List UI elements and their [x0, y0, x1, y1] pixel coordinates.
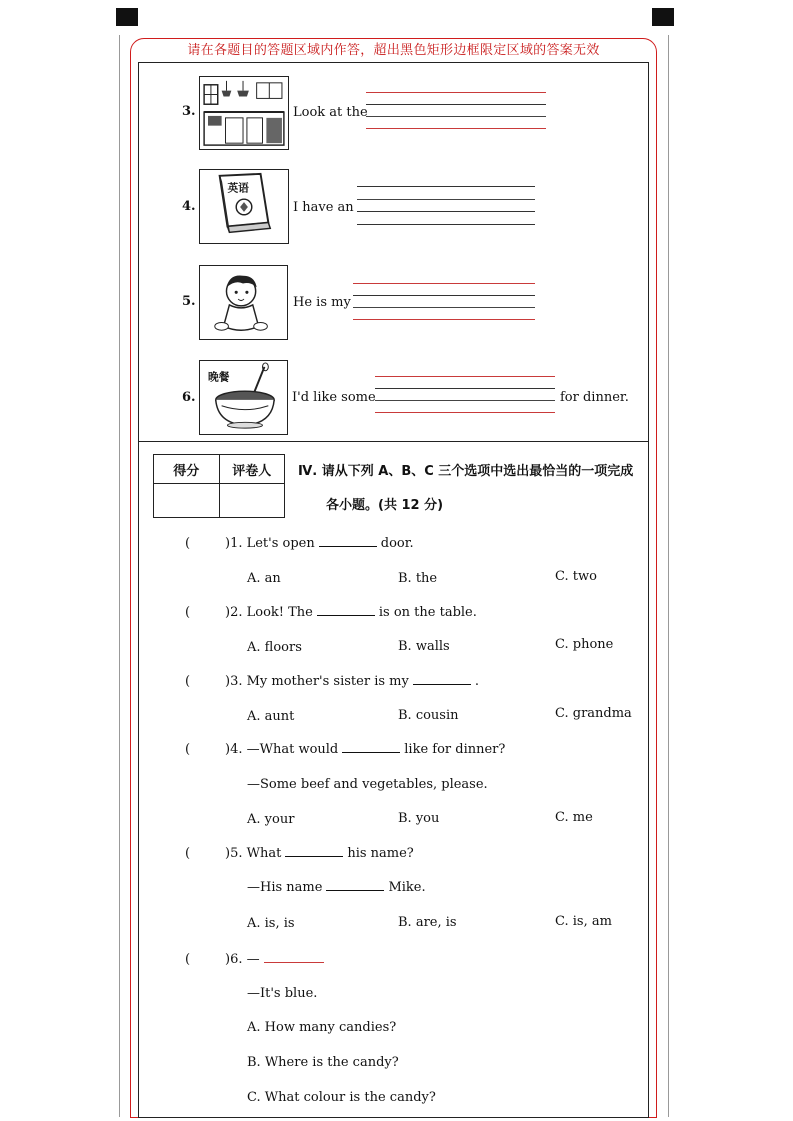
- question-stem: )6. —: [225, 952, 328, 967]
- dinner-label: 晚餐: [207, 370, 230, 384]
- writing-line[interactable]: [366, 116, 546, 117]
- question-stem: )2. Look! The is on the table.: [225, 605, 477, 620]
- answer-blank[interactable]: [319, 536, 377, 547]
- item-number: 3.: [182, 104, 196, 119]
- option-b: B. cousin: [398, 708, 459, 723]
- option-b: B. Where is the candy?: [247, 1055, 399, 1070]
- option-a: A. an: [247, 571, 281, 586]
- question-stem: )5. What his name?: [225, 846, 414, 861]
- option-c: C. grandma: [555, 706, 632, 721]
- question-stem: )3. My mother's sister is my .: [225, 674, 479, 689]
- answer-paren[interactable]: (: [185, 605, 191, 620]
- section-title-line2: 各小题。(共 12 分): [326, 498, 444, 513]
- answer-area-warning: 请在各题目的答题区域内作答，超出黑色矩形边框限定区域的答案无效: [187, 43, 600, 58]
- answer-blank[interactable]: [342, 742, 400, 753]
- item-number: 4.: [182, 199, 196, 214]
- question-stem: )1. Let's open door.: [225, 536, 414, 551]
- writing-line[interactable]: [366, 128, 546, 129]
- alignment-mark-left: [116, 8, 138, 26]
- option-c: C. me: [555, 810, 593, 825]
- writing-line[interactable]: [375, 388, 555, 389]
- grader-label: 评卷人: [219, 455, 285, 484]
- writing-line[interactable]: [357, 186, 535, 187]
- grader-cell[interactable]: [219, 484, 285, 518]
- writing-line[interactable]: [357, 199, 535, 200]
- margin-line-right: [668, 35, 669, 1117]
- item-stem-suffix: for dinner.: [560, 390, 629, 405]
- option-a: A. aunt: [247, 709, 295, 724]
- kitchen-icon: [199, 76, 289, 150]
- item-stem: I'd like some: [292, 390, 376, 405]
- question-stem: )4. —What would like for dinner?: [225, 742, 506, 757]
- item-stem: I have an: [293, 200, 354, 215]
- writing-line[interactable]: [353, 307, 535, 308]
- item-number: 6.: [182, 390, 196, 405]
- option-c: C. two: [555, 569, 597, 584]
- answer-blank[interactable]: [413, 674, 471, 685]
- option-a: A. your: [247, 812, 295, 827]
- section-title: [298, 455, 643, 523]
- answer-paren[interactable]: (: [185, 952, 191, 967]
- baby-brother-icon: [199, 265, 288, 340]
- score-cell[interactable]: [154, 484, 220, 518]
- option-b: B. the: [398, 571, 438, 586]
- margin-line-left: [119, 35, 120, 1117]
- option-c: C. is, am: [555, 914, 612, 929]
- writing-line[interactable]: [353, 319, 535, 320]
- answer-blank[interactable]: [264, 952, 324, 963]
- answer-paren[interactable]: (: [185, 742, 191, 757]
- score-label: 得分: [154, 455, 220, 484]
- question-line2: —His name Mike.: [247, 880, 426, 895]
- dinner-bowl-icon: [199, 360, 288, 435]
- writing-line[interactable]: [353, 283, 535, 284]
- writing-line[interactable]: [366, 104, 546, 105]
- option-b: B. are, is: [398, 915, 457, 930]
- alignment-mark-right: [652, 8, 674, 26]
- option-c: C. phone: [555, 637, 614, 652]
- answer-blank[interactable]: [317, 605, 375, 616]
- book-cover-label: 英语: [227, 181, 249, 195]
- answer-blank[interactable]: [285, 846, 343, 857]
- option-b: B. you: [398, 811, 440, 826]
- score-box: [153, 454, 285, 518]
- section-divider: [138, 441, 649, 442]
- writing-line[interactable]: [353, 295, 535, 296]
- question-line2: —Some beef and vegetables, please.: [247, 777, 488, 792]
- answer-blank[interactable]: [326, 880, 384, 891]
- writing-line[interactable]: [366, 92, 546, 93]
- option-a: A. How many candies?: [247, 1020, 397, 1035]
- section-title-line1: Ⅳ. 请从下列 A、B、C 三个选项中选出最恰当的一项完成: [298, 464, 634, 479]
- option-b: B. walls: [398, 639, 450, 654]
- answer-paren[interactable]: (: [185, 536, 191, 551]
- option-a: A. is, is: [247, 916, 295, 931]
- item-number: 5.: [182, 294, 196, 309]
- writing-line[interactable]: [357, 211, 535, 212]
- writing-line[interactable]: [375, 412, 555, 413]
- question-line2: —It's blue.: [247, 986, 318, 1001]
- answer-paren[interactable]: (: [185, 674, 191, 689]
- item-stem: He is my: [293, 295, 351, 310]
- writing-line[interactable]: [375, 400, 555, 401]
- writing-line[interactable]: [375, 376, 555, 377]
- writing-line[interactable]: [357, 224, 535, 225]
- english-book-icon: [199, 169, 289, 244]
- option-a: A. floors: [247, 640, 302, 655]
- item-stem: Look at the: [293, 105, 368, 120]
- answer-paren[interactable]: (: [185, 846, 191, 861]
- option-c: C. What colour is the candy?: [247, 1090, 436, 1105]
